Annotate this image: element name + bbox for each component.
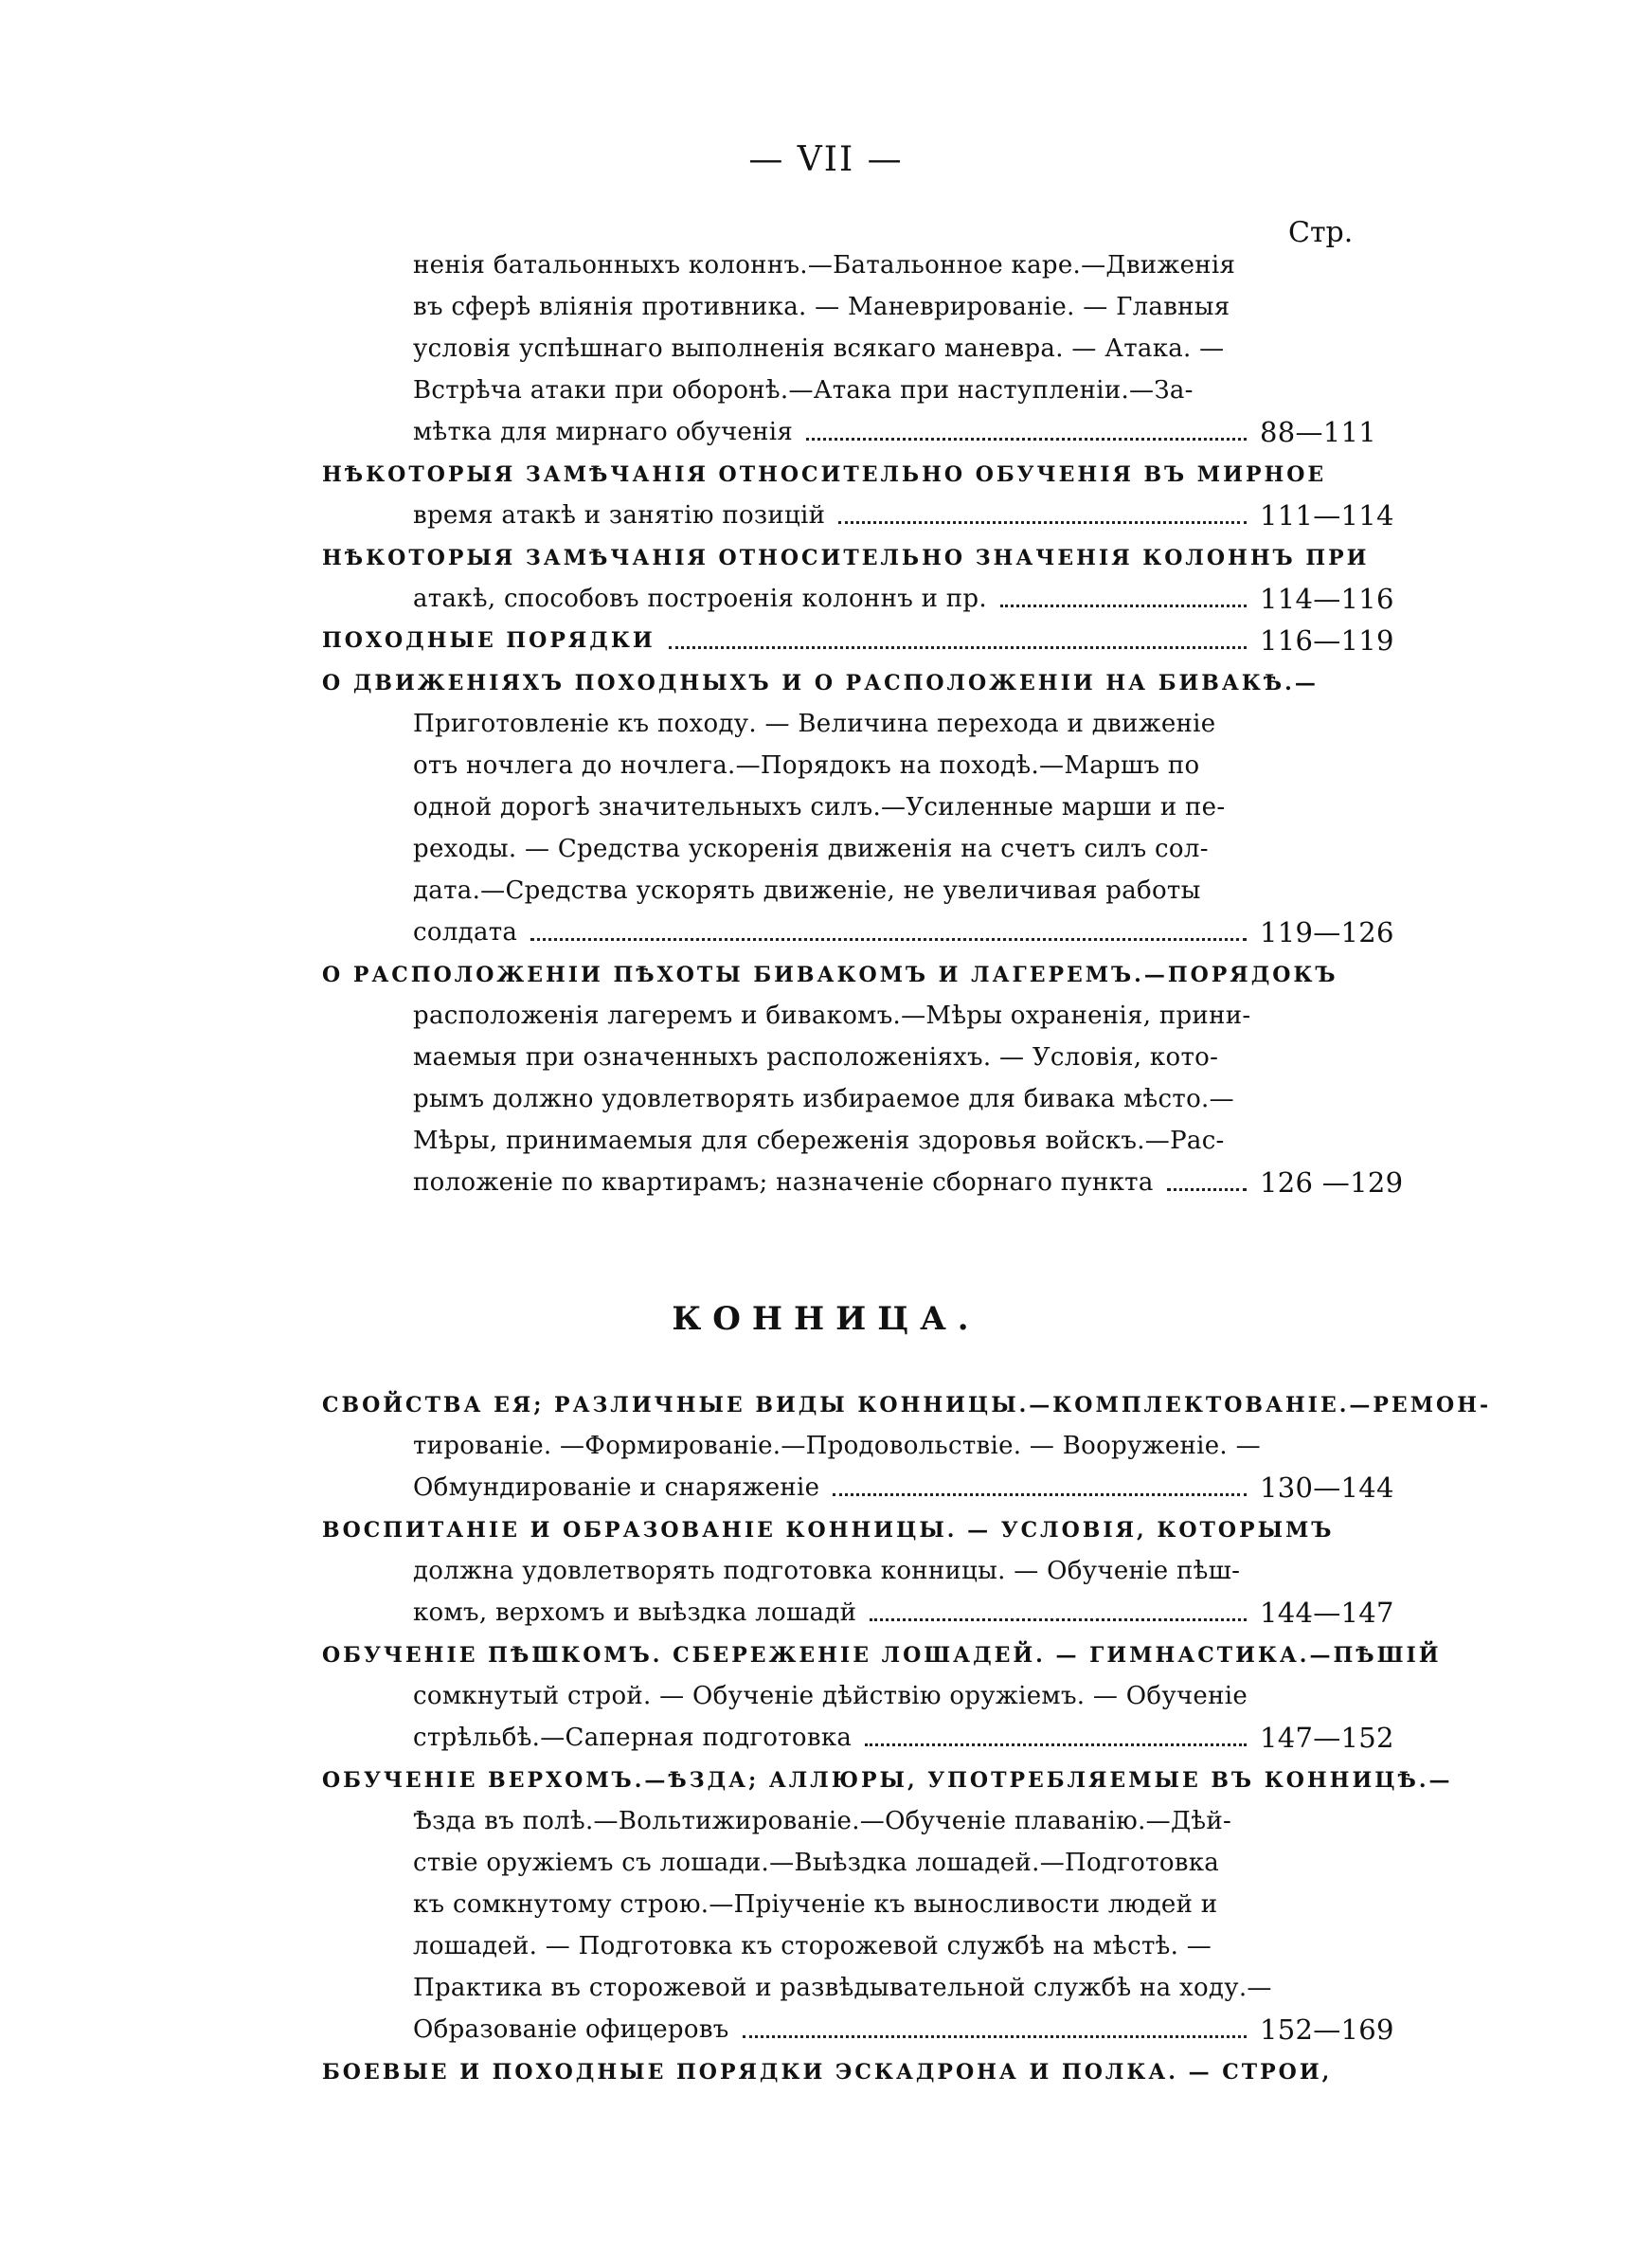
toc-entry-line	[322, 1592, 1402, 1634]
section-title-cavalry: КОННИЦА.	[672, 1300, 980, 1338]
dot-leader	[838, 495, 1247, 524]
toc-entry-text: расположенія лагеремъ и бивакомъ.—Мѣры охраненія, прини-	[413, 1002, 1256, 1030]
toc-entry-line	[322, 1037, 1402, 1078]
toc-entry-heading-line	[322, 536, 1402, 578]
toc-entry-text: стрѣльбѣ.—Саперная подготовка	[413, 1717, 857, 1759]
toc-entry-text: реходы. — Средства ускоренія движенія на счетъ силъ сол-	[413, 835, 1214, 863]
dot-leader	[530, 912, 1247, 941]
toc-entry-text: Мѣры, принимаемыя для сбереженія здоровья войскъ.—Рас-	[413, 1127, 1230, 1155]
toc-entry-text: одной дорогѣ значительныхъ силъ.—Усиленные марши и пе-	[413, 793, 1230, 822]
toc-entry-line	[322, 578, 1402, 620]
toc-entry	[322, 1634, 1442, 1759]
page-number: — VII —	[748, 140, 904, 179]
toc-entry-title: ОБУЧЕНІЕ ВЕРХОМЪ.—ѢЗДА; АЛЛЮРЫ, УПОТРЕБЛЯЕМЫЕ ВЪ КОННИЦѢ.—	[322, 1768, 1459, 1793]
toc-entry-title: ОБУЧЕНІЕ ПѢШКОМЪ. СБЕРЕЖЕНІЕ ЛОШАДЕЙ. — ГИМНАСТИКА.—ПѢШІЙ	[322, 1643, 1447, 1668]
toc-entry-title: ПОХОДНЫЕ ПОРЯДКИ	[322, 620, 661, 661]
toc-entry-line	[322, 786, 1402, 828]
toc-entry	[322, 620, 1402, 661]
toc-entry-text: дата.—Средства ускорять движеніе, не увеличивая работы	[413, 876, 1207, 905]
toc-entry-text: ствіе оружіемъ съ лошади.—Выѣздка лошадей.—Подготовка	[413, 1849, 1225, 1877]
toc-entry-line	[322, 1467, 1402, 1508]
toc-page-range: 152—169	[1260, 2013, 1394, 2046]
toc-entry-text: лошадей. — Подготовка къ сторожевой службѣ на мѣстѣ. —	[413, 1932, 1217, 1960]
toc-entry-text: солдата	[413, 912, 523, 953]
toc-entry-line	[322, 1425, 1402, 1467]
toc-page-range: 130—144	[1260, 1472, 1394, 1504]
dot-leader	[870, 1592, 1247, 1621]
toc-entry-title: ВОСПИТАНІЕ И ОБРАЗОВАНІЕ КОННИЦЫ. — УСЛОВІЯ, КОТОРЫМЪ	[322, 1518, 1339, 1543]
toc-entry-text: положеніе по квартирамъ; назначеніе сборнаго пункта	[413, 1162, 1159, 1203]
toc-entry-text: комъ, верхомъ и выѣздка лошадй	[413, 1592, 862, 1634]
toc-entry-line	[322, 244, 1402, 286]
toc-entry-line	[322, 370, 1402, 411]
toc-entry-heading-line	[322, 620, 1402, 661]
toc-entry-text: условія успѣшнаго выполненія всякаго маневра. — Атака. —	[413, 334, 1230, 363]
toc-page-range: 88—111	[1260, 416, 1377, 448]
toc-entry-text: Приготовленіе къ походу. — Величина перехода и движеніе	[413, 710, 1221, 738]
table-of-contents-infantry	[322, 244, 1402, 1203]
toc-entry-heading-line	[322, 1383, 1492, 1425]
toc-entry-heading-line	[322, 1508, 1402, 1550]
toc-entry	[322, 1508, 1402, 1634]
toc-entry-line	[322, 2009, 1402, 2050]
toc-entry-line	[322, 1550, 1402, 1592]
pages-column-label: Стр.	[1288, 216, 1354, 249]
toc-entry-text: атакѣ, способовъ построенія колоннъ и пр.	[413, 578, 993, 620]
toc-entry-heading-line	[322, 953, 1402, 995]
dot-leader	[833, 1467, 1247, 1496]
toc-entry	[322, 2050, 1402, 2092]
toc-entry-text: отъ ночлега до ночлега.—Порядокъ на походѣ.—Маршъ по	[413, 751, 1205, 780]
toc-entry-line	[322, 1884, 1402, 1925]
toc-entry-text: ненія батальонныхъ колоннъ.—Батальонное каре.—Движенія	[413, 251, 1241, 280]
toc-entry	[322, 953, 1402, 1203]
toc-page-range: 119—126	[1260, 916, 1394, 948]
dot-leader	[1000, 578, 1247, 607]
table-of-contents-cavalry	[322, 1383, 1492, 2092]
toc-entry-line	[322, 703, 1402, 745]
toc-entry-text: Образованіе офицеровъ	[413, 2009, 735, 2050]
toc-entry-line	[322, 328, 1402, 370]
dot-leader	[743, 2009, 1247, 2038]
toc-entry-text: Практика въ сторожевой и развѣдывательной службѣ на ходу.—	[413, 1974, 1278, 2002]
toc-entry-text: мѣтка для мирнаго обученія	[413, 411, 799, 453]
toc-entry-line	[322, 1717, 1402, 1759]
toc-entry	[322, 661, 1402, 953]
toc-entry-text: къ сомкнутому строю.—Пріученіе къ выносливости людей и	[413, 1890, 1223, 1919]
toc-entry	[322, 1383, 1492, 1508]
toc-entry-text: Встрѣча атаки при оборонѣ.—Атака при наступленіи.—За-	[413, 376, 1199, 405]
toc-entry-title: БОЕВЫЕ И ПОХОДНЫЕ ПОРЯДКИ ЭСКАДРОНА И ПОЛКА. — СТРОИ,	[322, 2060, 1338, 2085]
toc-entry-title: СВОЙСТВА ЕЯ; РАЗЛИЧНЫЕ ВИДЫ КОННИЦЫ.—КОМПЛЕКТОВАНІЕ.—РЕМОН-	[322, 1393, 1497, 1417]
toc-entry-line	[322, 745, 1402, 786]
toc-page-range: 147—152	[1260, 1722, 1394, 1754]
toc-page-range: 116—119	[1260, 624, 1394, 657]
toc-entry-heading-line	[322, 1634, 1442, 1675]
toc-entry-heading-line	[322, 2050, 1402, 2092]
toc-entry-title: НѢКОТОРЫЯ ЗАМѢЧАНІЯ ОТНОСИТЕЛЬНО ЗНАЧЕНІЯ КОЛОННЪ ПРИ	[322, 546, 1374, 570]
dot-leader	[865, 1717, 1247, 1746]
toc-page-range: 144—147	[1260, 1597, 1394, 1629]
toc-entry	[322, 1759, 1453, 2050]
dot-leader	[1167, 1162, 1247, 1191]
toc-entry-line	[322, 411, 1402, 453]
toc-entry-line	[322, 912, 1402, 953]
toc-entry-line	[322, 495, 1402, 536]
toc-entry	[322, 244, 1402, 453]
toc-entry-text: маемыя при означенныхъ расположеніяхъ. — Условія, кото-	[413, 1043, 1224, 1072]
toc-entry-title: НѢКОТОРЫЯ ЗАМѢЧАНІЯ ОТНОСИТЕЛЬНО ОБУЧЕНІЯ ВЪ МИРНОЕ	[322, 462, 1332, 487]
toc-entry-line	[322, 828, 1402, 870]
toc-entry-heading-line	[322, 453, 1402, 495]
toc-entry-line	[322, 1078, 1402, 1120]
toc-entry-text: рымъ должно удовлетворять избираемое для бивака мѣсто.—	[413, 1085, 1240, 1113]
toc-entry-line	[322, 286, 1402, 328]
toc-entry-line	[322, 870, 1402, 912]
toc-entry-heading-line	[322, 1759, 1453, 1800]
toc-entry-line	[322, 1675, 1402, 1717]
toc-entry-text: Ѣзда въ полѣ.—Вольтижированіе.—Обученіе плаванію.—Дѣй-	[413, 1807, 1237, 1835]
toc-entry-line	[322, 1967, 1402, 2009]
toc-entry-line	[322, 1800, 1402, 1842]
toc-entry	[322, 453, 1402, 536]
toc-entry-text: въ сферѣ вліянія противника. — Маневрированіе. — Главныя	[413, 293, 1236, 321]
dot-leader	[669, 620, 1247, 649]
toc-page-range: 111—114	[1260, 499, 1394, 532]
toc-entry-line	[322, 1162, 1402, 1203]
toc-entry-text: должна удовлетворять подготовка конницы. — Обученіе пѣш-	[413, 1557, 1246, 1585]
toc-page-range: 126 —129	[1260, 1166, 1404, 1199]
toc-entry-line	[322, 995, 1402, 1037]
toc-entry-text: время атакѣ и занятію позицій	[413, 495, 831, 536]
toc-entry-title: О РАСПОЛОЖЕНІИ ПѢХОТЫ БИВАКОМЪ И ЛАГЕРЕМЪ.—ПОРЯДОКЪ	[322, 963, 1344, 987]
toc-entry-text: тированіе. —Формированіе.—Продовольствіе. — Вооруженіе. —	[413, 1432, 1266, 1460]
dot-leader	[806, 411, 1247, 441]
toc-entry-line	[322, 1925, 1402, 1967]
toc-entry-line	[322, 1842, 1402, 1884]
toc-entry	[322, 536, 1402, 620]
toc-entry-title: О ДВИЖЕНІЯХЪ ПОХОДНЫХЪ И О РАСПОЛОЖЕНІИ НА БИВАКѢ.—	[322, 671, 1324, 695]
toc-entry-heading-line	[322, 661, 1402, 703]
toc-entry-line	[322, 1120, 1402, 1162]
toc-entry-text: сомкнутый строй. — Обученіе дѣйствію оружіемъ. — Обученіе	[413, 1682, 1253, 1710]
toc-entry-text: Обмундированіе и снаряженіе	[413, 1467, 825, 1508]
toc-page-range: 114—116	[1260, 583, 1394, 615]
